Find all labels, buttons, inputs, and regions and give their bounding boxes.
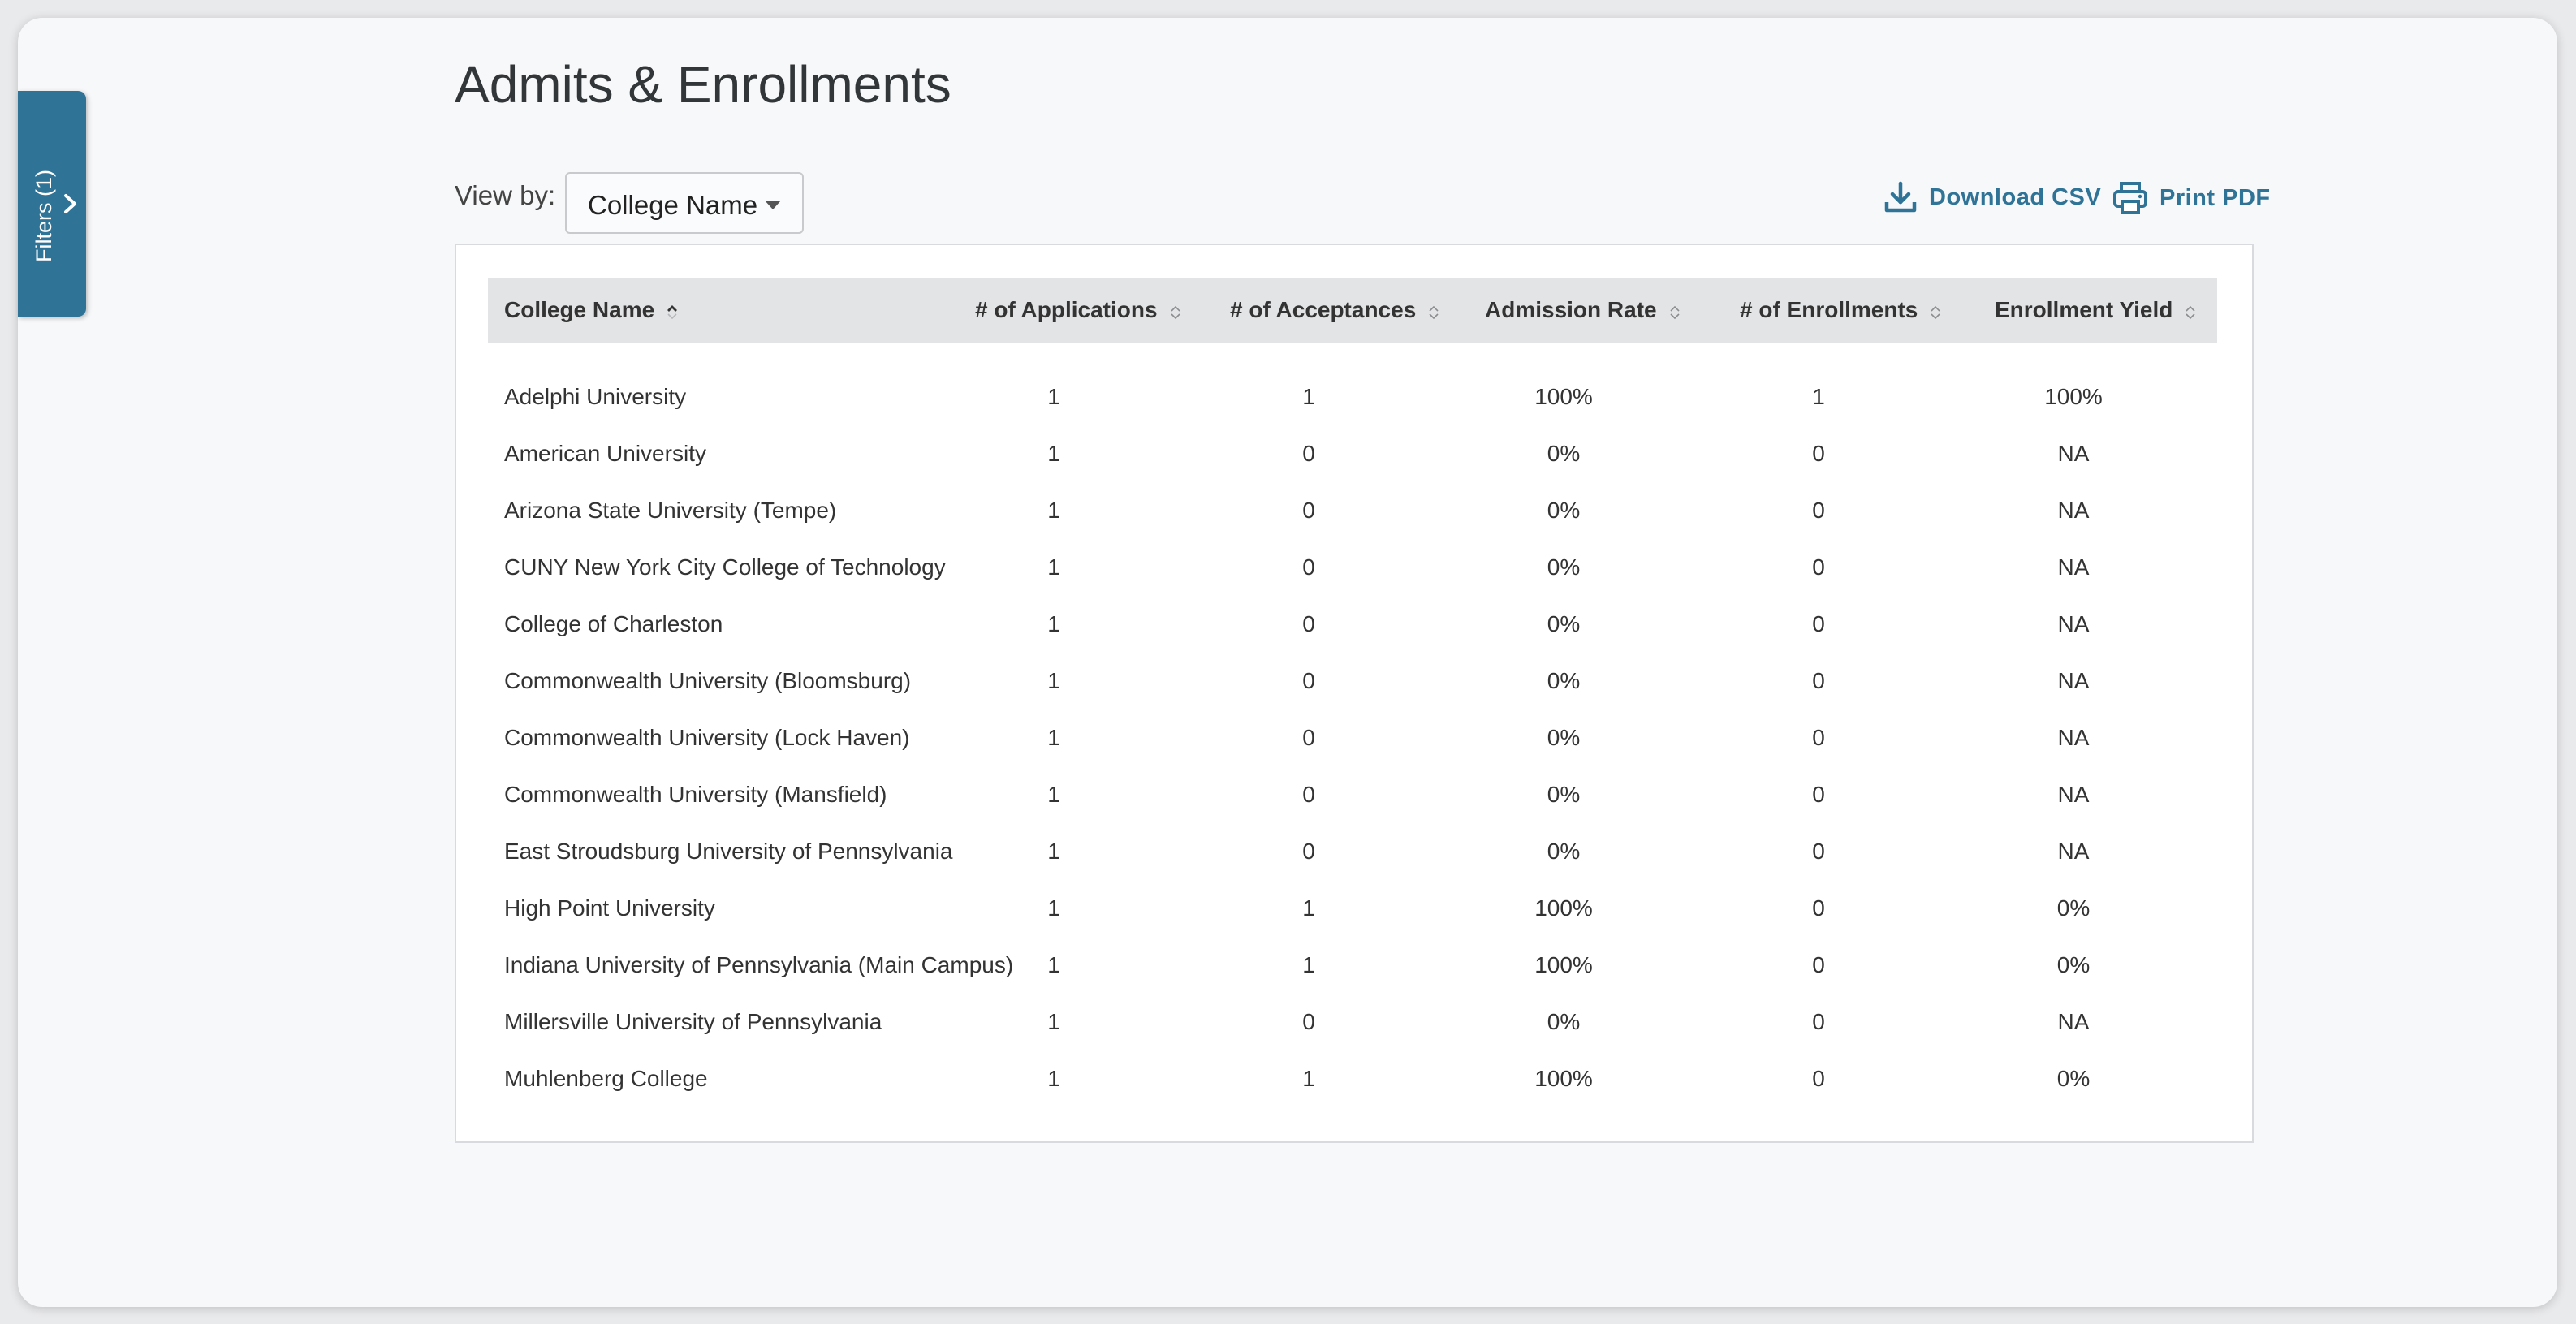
- app-window: [18, 18, 2557, 1307]
- cell-applications: 1: [1047, 554, 1060, 580]
- cell-acceptances: 1: [1302, 895, 1315, 921]
- cell-admission-rate: 100%: [1534, 1066, 1593, 1091]
- cell-enrollments: 0: [1812, 668, 1825, 693]
- sort-ascending-icon: [666, 303, 679, 321]
- cell-enrollments: 0: [1812, 895, 1825, 921]
- cell-applications: 1: [1047, 384, 1060, 409]
- cell-enrollments: 0: [1812, 441, 1825, 466]
- data-table: [455, 244, 2254, 1143]
- view-by-selected-value: College Name: [588, 190, 758, 220]
- column-header-admission-rate[interactable]: Admission Rate: [1485, 278, 1681, 343]
- cell-acceptances: 0: [1302, 725, 1315, 750]
- cell-applications: 1: [1047, 895, 1060, 921]
- column-header-acceptances[interactable]: # of Acceptances: [1230, 278, 1440, 343]
- table-row: [488, 539, 2217, 595]
- cell-enrollments: 1: [1812, 384, 1825, 409]
- cell-applications: 1: [1047, 1009, 1060, 1034]
- cell-enrollment-yield: NA: [2057, 611, 2090, 636]
- cell-enrollments: 0: [1812, 1009, 1825, 1034]
- printer-icon: [2112, 180, 2148, 216]
- cell-admission-rate: 0%: [1547, 498, 1581, 523]
- cell-admission-rate: 0%: [1547, 668, 1581, 693]
- cell-acceptances: 0: [1302, 839, 1315, 864]
- sort-icon: [2184, 303, 2197, 321]
- cell-enrollments: 0: [1812, 554, 1825, 580]
- table-row: [488, 482, 2217, 538]
- filters-tab[interactable]: [18, 91, 86, 317]
- cell-admission-rate: 100%: [1534, 952, 1593, 977]
- cell-college-name: Indiana University of Pennsylvania (Main Campus): [504, 952, 1014, 977]
- view-by-dropdown[interactable]: [565, 172, 804, 234]
- sort-icon: [1169, 303, 1182, 321]
- sort-icon: [1668, 303, 1681, 321]
- cell-enrollments: 0: [1812, 952, 1825, 977]
- cell-enrollment-yield: NA: [2057, 498, 2090, 523]
- cell-admission-rate: 0%: [1547, 839, 1581, 864]
- cell-acceptances: 1: [1302, 384, 1315, 409]
- cell-admission-rate: 0%: [1547, 1009, 1581, 1034]
- cell-acceptances: 1: [1302, 1066, 1315, 1091]
- table-row: [488, 425, 2217, 481]
- cell-enrollments: 0: [1812, 725, 1825, 750]
- cell-enrollments: 0: [1812, 839, 1825, 864]
- page-title: Admits & Enrollments: [455, 55, 951, 114]
- download-icon: [1883, 180, 1918, 214]
- cell-acceptances: 0: [1302, 611, 1315, 636]
- cell-applications: 1: [1047, 952, 1060, 977]
- cell-applications: 1: [1047, 725, 1060, 750]
- cell-college-name: Muhlenberg College: [504, 1066, 708, 1091]
- cell-enrollments: 0: [1812, 611, 1825, 636]
- cell-college-name: High Point University: [504, 895, 715, 921]
- cell-acceptances: 0: [1302, 554, 1315, 580]
- caret-down-icon: [765, 201, 781, 209]
- cell-enrollment-yield: NA: [2057, 554, 2090, 580]
- cell-enrollment-yield: 100%: [2044, 384, 2103, 409]
- cell-enrollment-yield: 0%: [2056, 895, 2091, 921]
- cell-acceptances: 0: [1302, 668, 1315, 693]
- filters-tab-label: Filters (1): [32, 170, 56, 262]
- table-row: [488, 709, 2217, 766]
- cell-college-name: College of Charleston: [504, 611, 723, 636]
- download-csv-label: Download CSV: [1929, 183, 2102, 210]
- sort-icon: [1929, 303, 1942, 321]
- cell-enrollment-yield: NA: [2057, 839, 2090, 864]
- table-header: [488, 278, 2217, 343]
- table-row: [488, 766, 2217, 822]
- cell-enrollments: 0: [1812, 1066, 1825, 1091]
- cell-enrollment-yield: NA: [2057, 668, 2090, 693]
- cell-applications: 1: [1047, 441, 1060, 466]
- table-row: [488, 880, 2217, 936]
- cell-applications: 1: [1047, 782, 1060, 807]
- cell-college-name: Commonwealth University (Lock Haven): [504, 725, 910, 750]
- print-pdf-button[interactable]: [2112, 180, 2271, 216]
- column-header-applications[interactable]: # of Applications: [975, 278, 1182, 343]
- cell-acceptances: 0: [1302, 782, 1315, 807]
- cell-admission-rate: 0%: [1547, 441, 1581, 466]
- cell-enrollments: 0: [1812, 782, 1825, 807]
- cell-enrollment-yield: NA: [2057, 725, 2090, 750]
- cell-acceptances: 0: [1302, 441, 1315, 466]
- cell-applications: 1: [1047, 1066, 1060, 1091]
- chevron-right-icon: [58, 190, 83, 218]
- table-row: [488, 823, 2217, 879]
- print-pdf-label: Print PDF: [2160, 184, 2271, 211]
- cell-enrollment-yield: NA: [2057, 441, 2090, 466]
- cell-acceptances: 0: [1302, 1009, 1315, 1034]
- cell-admission-rate: 0%: [1547, 611, 1581, 636]
- cell-admission-rate: 0%: [1547, 554, 1581, 580]
- cell-applications: 1: [1047, 839, 1060, 864]
- cell-college-name: American University: [504, 441, 706, 466]
- cell-enrollments: 0: [1812, 498, 1825, 523]
- cell-college-name: Millersville University of Pennsylvania: [504, 1009, 882, 1034]
- cell-college-name: Adelphi University: [504, 384, 687, 409]
- cell-college-name: Commonwealth University (Mansfield): [504, 782, 887, 807]
- column-header-enrollment-yield[interactable]: Enrollment Yield: [1995, 278, 2197, 343]
- cell-college-name: Arizona State University (Tempe): [504, 498, 837, 523]
- cell-enrollment-yield: 0%: [2056, 952, 2091, 977]
- table-row: [488, 1050, 2217, 1106]
- sort-icon: [1427, 303, 1440, 321]
- table-row: [488, 653, 2217, 709]
- cell-admission-rate: 100%: [1534, 895, 1593, 921]
- cell-enrollment-yield: NA: [2057, 782, 2090, 807]
- cell-admission-rate: 100%: [1534, 384, 1593, 409]
- cell-enrollment-yield: NA: [2057, 1009, 2090, 1034]
- cell-college-name: Commonwealth University (Bloomsburg): [504, 668, 912, 693]
- download-csv-button[interactable]: [1883, 180, 2101, 214]
- cell-admission-rate: 0%: [1547, 725, 1581, 750]
- cell-college-name: East Stroudsburg University of Pennsylvania: [504, 839, 953, 864]
- column-header-college-name[interactable]: College Name: [504, 278, 679, 343]
- cell-college-name: CUNY New York City College of Technology: [504, 554, 946, 580]
- cell-acceptances: 1: [1302, 952, 1315, 977]
- cell-applications: 1: [1047, 611, 1060, 636]
- table-row: [488, 596, 2217, 652]
- cell-applications: 1: [1047, 668, 1060, 693]
- cell-admission-rate: 0%: [1547, 782, 1581, 807]
- cell-acceptances: 0: [1302, 498, 1315, 523]
- column-header-enrollments[interactable]: # of Enrollments: [1740, 278, 1942, 343]
- table-row: [488, 994, 2217, 1050]
- cell-enrollment-yield: 0%: [2056, 1066, 2091, 1091]
- table-row: [488, 937, 2217, 993]
- table-row: [488, 369, 2217, 425]
- view-by-label: View by:: [455, 180, 556, 210]
- cell-applications: 1: [1047, 498, 1060, 523]
